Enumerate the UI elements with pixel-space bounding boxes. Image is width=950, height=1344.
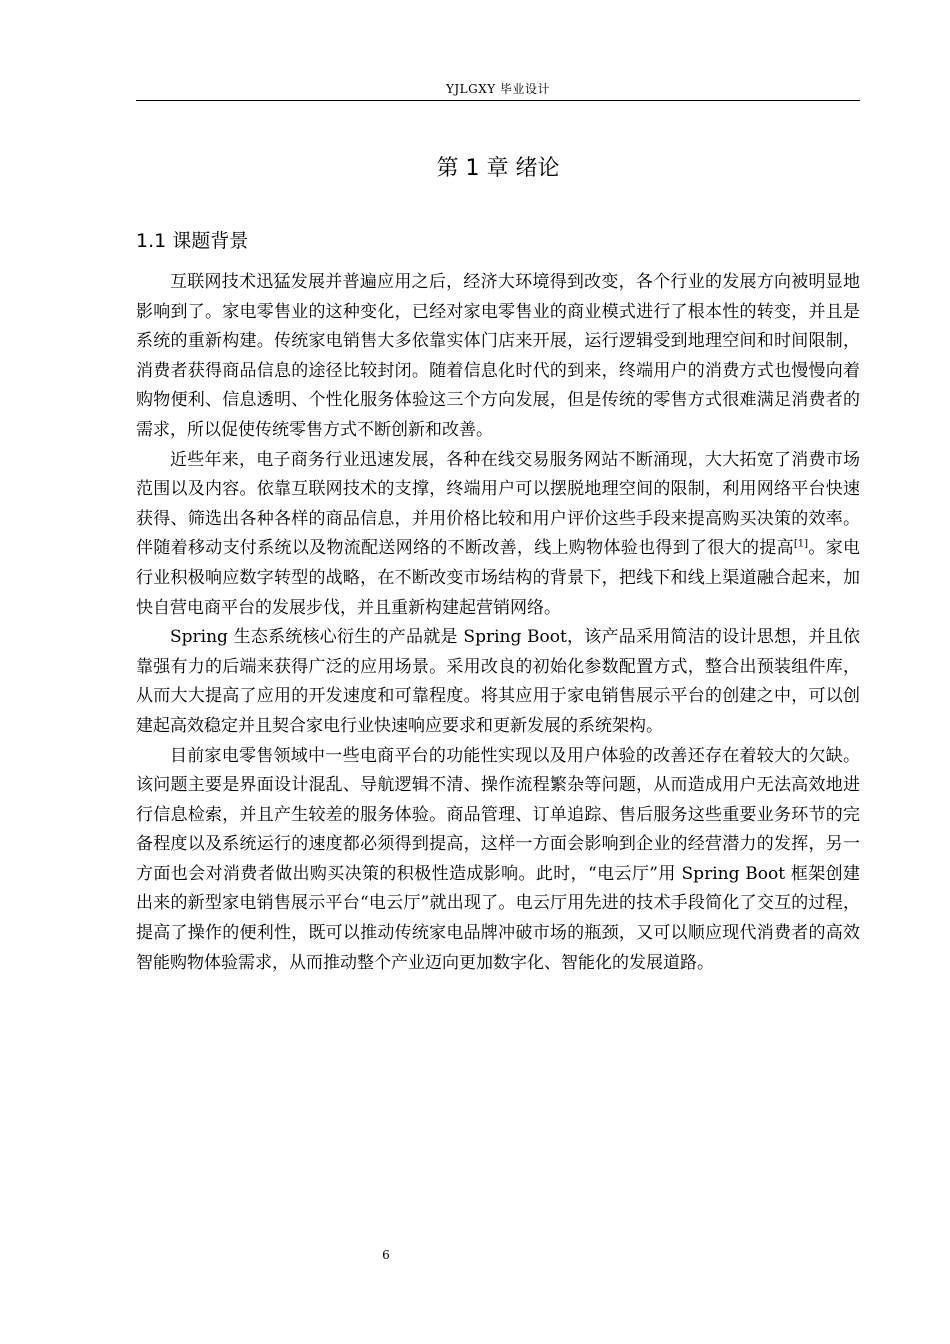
paragraph-3: Spring 生态系统核心衍生的产品就是 Spring Boot，该产品采用简洁的设计思想，并且依靠强有力的后端来获得广泛的应用场景。采用改良的初始化参数配置方式，整合出预装组件库，从而大大提高了应用的开发速度和可靠程度。将其应用于家电销售展示平台的创建之中，可以创建起高效稳定并且契合家电行业快速响应要求和更新发展的系统架构。 <box>136 627 860 736</box>
section-title: 1.1 课题背景 <box>136 230 249 252</box>
page-number: 6 <box>382 1248 390 1262</box>
paragraph-4: 目前家电零售领域中一些电商平台的功能性实现以及用户体验的改善还存在着较大的欠缺。该问题主要是界面设计混乱、导航逻辑不清、操作流程繁杂等问题，从而造成用户无法高效地进行信息检索，并且产生较差的服务体验。商品管理、订单追踪、售后服务这些重要业务环节的完备程度以及系统运行的速度都必须得到提高，这样一方面会影响到企业的经营潜力的发挥，另一方面也会对消费者做出购买决策的积极性造成影响。此时，“电云厅”用 Spring Boot 框架创建出来的新型家电销售展示平台“电云厅”就出现了。电云厅用先进的技术手段简化了交互的过程，提高了操作的便利性，既可以推动传统家电品牌冲破市场的瓶颈，又可以顺应现代消费者的高效智能购物体验需求，从而推动整个产业迈向更加数字化、智能化的发展道路。 <box>136 745 860 973</box>
paragraph-2-text-b: 。家电行业积极响应数字转型的战略，在不断改变市场结构的背景下，把线下和线上渠道融合起来，加快自营电商平台的发展步伐，并且重新构建起营销网络。 <box>136 538 861 618</box>
header-divider <box>136 100 860 101</box>
paragraph-2 <box>136 446 860 624</box>
running-header: YJLGXY 毕业设计 <box>445 82 551 96</box>
citation-ref-1[interactable]: [1] <box>793 538 809 550</box>
chapter-title: 第 1 章 绪论 <box>436 156 560 181</box>
paragraph-1: 互联网技术迅猛发展并普遍应用之后，经济大环境得到改变，各个行业的发展方向被明显地影响到了。家电零售业的这种变化，已经对家电零售业的商业模式进行了根本性的转变，并且是系统的重新构建。传统家电销售大多依靠实体门店来开展，运行逻辑受到地理空间和时间限制，消费者获得商品信息的途径比较封闭。随着信息化时代的到来，终端用户的消费方式也慢慢向着购物便利、信息透明、个性化服务体验这三个方向发展，但是传统的零售方式很难满足消费者的需求，所以促使传统零售方式不断创新和改善。 <box>136 272 860 440</box>
body-text <box>136 268 860 978</box>
paragraph-2-text-a: 近些年来，电子商务行业迅速发展，各种在线交易服务网站不断涌现，大大拓宽了消费市场范围以及内容。依靠互联网技术的支撑，终端用户可以摆脱地理空间的限制，利用网络平台快速获得、筛选出各种各样的商品信息，并用价格比较和用户评价这些手段来提高购买决策的效率。伴随着移动支付系统以及物流配送网络的不断改善，线上购物体验也得到了很大的提高 <box>136 449 860 559</box>
